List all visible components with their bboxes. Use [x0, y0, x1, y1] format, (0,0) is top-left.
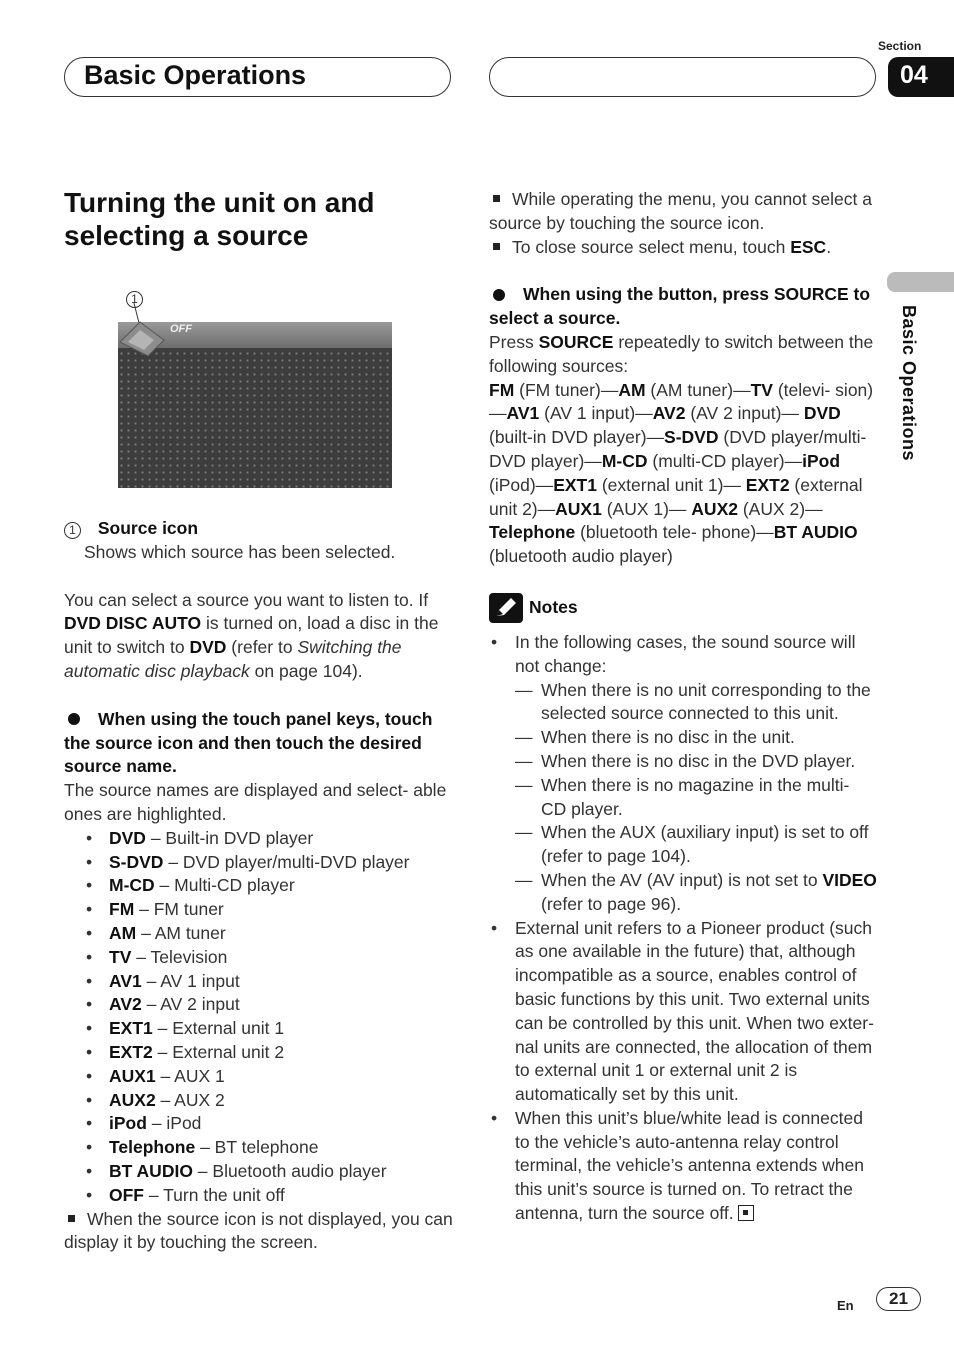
source-icon-arrow [118, 318, 170, 358]
page-heading: Turning the unit on and selecting a source [64, 187, 375, 251]
side-tab-marker [887, 272, 954, 292]
source-sequence: FM (FM tuner)—AM (AM tuner)—TV (televi- sion)—AV1 (AV 1 input)—AV2 (AV 2 input)— DVD (built-in DVD player)—S-DVD (DVD player/multi-DVD player)—M-CD (multi-CD player)—iPod (iPod)—EXT1 (external unit 1)— EXT2 (external unit 2)—AUX1 (AUX 1)— AUX2 (AUX 2)—Telephone (bluetooth tele- phone)—BT AUDIO (bluetooth audio player) [489, 379, 874, 567]
note-dash: — When the AV (AV input) is not set to VIDEO (refer to page 96). [489, 869, 879, 917]
note-item: • When this unit’s blue/white lead is connected to the vehicle’s auto-antenna relay control terminal, the vehicle’s antenna extends when this unit’s source is turned on. To retract the antenna, turn the source off. [489, 1107, 879, 1226]
caption-text: Shows which source has been selected. [84, 541, 396, 562]
esc-note: To close source select menu, touch ESC. [489, 236, 879, 260]
page-number: 21 [876, 1287, 921, 1311]
pencil-notes-icon [489, 593, 523, 623]
list-item: • EXT2 – External unit 2 [64, 1041, 454, 1065]
press-text: Press SOURCE repeatedly to switch between the following sources: [489, 331, 874, 376]
list-item: • OFF – Turn the unit off [64, 1184, 454, 1208]
language-label: En [837, 1298, 854, 1313]
list-item: • AV2 – AV 2 input [64, 993, 454, 1017]
touch-heading: When using the touch panel keys, touch the source icon and then touch the desired source name. [64, 708, 433, 777]
notes-header [489, 593, 879, 623]
note-dash: — When there is no unit corresponding to the selected source connected to this unit. [489, 679, 879, 727]
figure-callout: 1 [126, 286, 143, 310]
header-blank-frame [489, 57, 876, 97]
note-dash: — When there is no magazine in the multi- CD player. [489, 774, 879, 822]
list-item: • DVD – Built-in DVD player [64, 827, 454, 851]
right-column [489, 188, 879, 1226]
list-item: • AV1 – AV 1 input [64, 970, 454, 994]
button-heading: When using the button, press SOURCE to select a source. [489, 284, 871, 329]
screen-source-label: OFF [170, 323, 192, 335]
list-item: • M-CD – Multi-CD player [64, 874, 454, 898]
list-item: • EXT1 – External unit 1 [64, 1017, 454, 1041]
intro-paragraph: You can select a source you want to listen to. If DVD DISC AUTO is turned on, load a disc in the unit to switch to DVD (refer to Switching the automatic disc playback on page 104). [64, 589, 439, 681]
menu-note: While operating the menu, you cannot select a source by touching the source icon. [489, 189, 872, 233]
note-dash: — When the AUX (auxiliary input) is set to off (refer to page 104). [489, 821, 879, 869]
section-number: 04 [888, 57, 954, 97]
note-dash: — When there is no disc in the DVD player. [489, 750, 879, 774]
notes-list [489, 631, 879, 1226]
list-item: • AUX1 – AUX 1 [64, 1065, 454, 1089]
note-dash: — When there is no disc in the unit. [489, 726, 879, 750]
left-column [64, 517, 454, 1255]
note-item: • In the following cases, the sound source will not change: — When there is no unit corresponding to the selected source connected to this unit. — When there is no disc in the unit. — When there is no disc in the DVD player. — When there is no magazine in the multi- CD player. — When the AUX (auxiliary input) is set to off (refer to page 104). — When the AV (AV input) is not set to VIDEO (refer to page 96). [489, 631, 879, 917]
list-item: • iPod – iPod [64, 1112, 454, 1136]
note-item: • External unit refers to a Pioneer product (such as one available in the future) that, although incompatible as a source, enables control of basic functions by this unit. Two external units can be controlled by this unit. When two exter- nal units are connected, the allocation of them to external unit 1 or external unit 2 is automatically set by this unit. [489, 917, 879, 1107]
section-label: Section [878, 39, 922, 53]
header-title: Basic Operations [84, 60, 307, 90]
touch-text: The source names are displayed and select- able ones are highlighted. [64, 780, 447, 824]
list-item: • FM – FM tuner [64, 898, 454, 922]
list-item: • BT AUDIO – Bluetooth audio player [64, 1160, 454, 1184]
caption-title: Source icon [97, 518, 199, 538]
figure-caption: 1 Source icon [64, 517, 454, 541]
list-item: • TV – Television [64, 946, 454, 970]
end-mark-icon [738, 1205, 754, 1221]
list-item: • AUX2 – AUX 2 [64, 1089, 454, 1113]
touch-note: When the source icon is not displayed, you can display it by touching the screen. [64, 1208, 453, 1253]
source-list [64, 827, 454, 1208]
notes-title: Notes [529, 597, 578, 618]
list-item: • AM – AM tuner [64, 922, 454, 946]
side-tab-label: Basic Operations [899, 305, 919, 462]
list-item: • Telephone – BT telephone [64, 1136, 454, 1160]
list-item: • S-DVD – DVD player/multi-DVD player [64, 851, 454, 875]
